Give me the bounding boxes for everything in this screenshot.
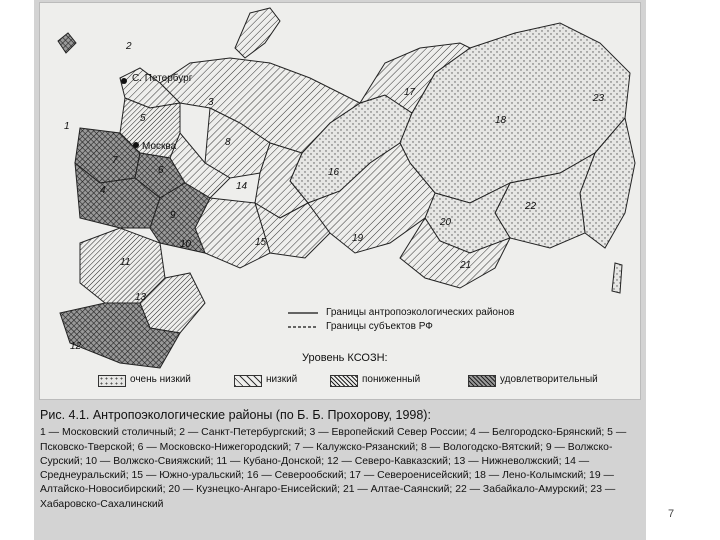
legend-level-satisfactory: удовлетворительный bbox=[500, 374, 598, 385]
region-number: 12 bbox=[70, 341, 82, 352]
island-novaya-zemlya bbox=[235, 8, 280, 58]
russia-map bbox=[40, 3, 640, 399]
legend-swatch-low bbox=[234, 375, 262, 387]
legend-level-very-low: очень низкий bbox=[130, 374, 191, 385]
map-panel bbox=[39, 2, 641, 400]
island-kaliningrad bbox=[58, 33, 76, 53]
spb-marker bbox=[121, 78, 127, 84]
region-number: 19 bbox=[352, 233, 364, 244]
region-number: 14 bbox=[236, 181, 248, 192]
legend-swatch-very-low bbox=[98, 375, 126, 387]
island-sakhalin bbox=[612, 263, 622, 293]
region-number: 20 bbox=[440, 217, 452, 228]
region-number: 18 bbox=[495, 115, 507, 126]
region-number: 10 bbox=[180, 239, 192, 250]
legend-level-reduced: пониженный bbox=[362, 374, 421, 385]
legend-swatch-reduced bbox=[330, 375, 358, 387]
region-number: 22 bbox=[525, 201, 537, 212]
region-number: 7 bbox=[112, 155, 118, 166]
region-number: 9 bbox=[170, 210, 176, 221]
region-number: 2 bbox=[126, 41, 132, 52]
region-number: 6 bbox=[158, 165, 164, 176]
city-label-spb: С. Петербург bbox=[132, 73, 193, 84]
region-number: 13 bbox=[135, 292, 147, 303]
figure-caption bbox=[40, 408, 640, 512]
region-number: 17 bbox=[404, 87, 416, 98]
region-number: 8 bbox=[225, 137, 231, 148]
region-number: 15 bbox=[255, 237, 267, 248]
moscow-marker bbox=[133, 142, 139, 148]
region-number: 23 bbox=[593, 93, 605, 104]
region-number: 5 bbox=[140, 113, 146, 124]
caption-title: Рис. 4.1. Антропоэкологические районы (по Б. Б. Прохорову, 1998): bbox=[40, 408, 431, 422]
caption-body: 1 — Московский столичный; 2 — Санкт-Петербургский; 3 — Европейский Север России; 4 — Белгородско-Брянский; 5 — Псковско-Тверской; 6 — Московско-Нижегородский; 7 — Калужско-Рязанский; 8 — Вологодско-Вятский; 9 — Волжско-Сурский; 10 — Волжско-Свияжский; 11 — Кубано-Донской; 12 — Северо-Кавказский; 13 — Нижневолжский; 14 — Среднеуральский; 15 — Южно-уральский; 16 — Североoбский; 17 — Североенисейский; 18 — Лено-Колымский; 19 — Алтайско-Новосибирский; 20 — Кузнецко-Ангаро-Енисейский; 21 — Алтае-Саянский; 22 — Забайкало-Амурский; 23 — Хабаровско-Сахалинский bbox=[40, 427, 627, 510]
page-number: 7 bbox=[668, 508, 675, 520]
legend-level-low: низкий bbox=[266, 374, 298, 385]
legend-swatch-satisfactory bbox=[468, 375, 496, 387]
legend-borders-regions: Границы антропоэкологических районов bbox=[326, 307, 515, 318]
region-number: 4 bbox=[100, 185, 106, 196]
region-number: 3 bbox=[208, 97, 214, 108]
region-number: 1 bbox=[64, 121, 70, 132]
region-number: 16 bbox=[328, 167, 340, 178]
region-number: 21 bbox=[460, 260, 472, 271]
region-number: 11 bbox=[120, 257, 131, 268]
city-label-moscow: Москва bbox=[142, 141, 177, 152]
legend-level-title: Уровень КСОЗН: bbox=[302, 352, 388, 364]
legend-borders-subjects: Границы субъектов РФ bbox=[326, 321, 433, 332]
